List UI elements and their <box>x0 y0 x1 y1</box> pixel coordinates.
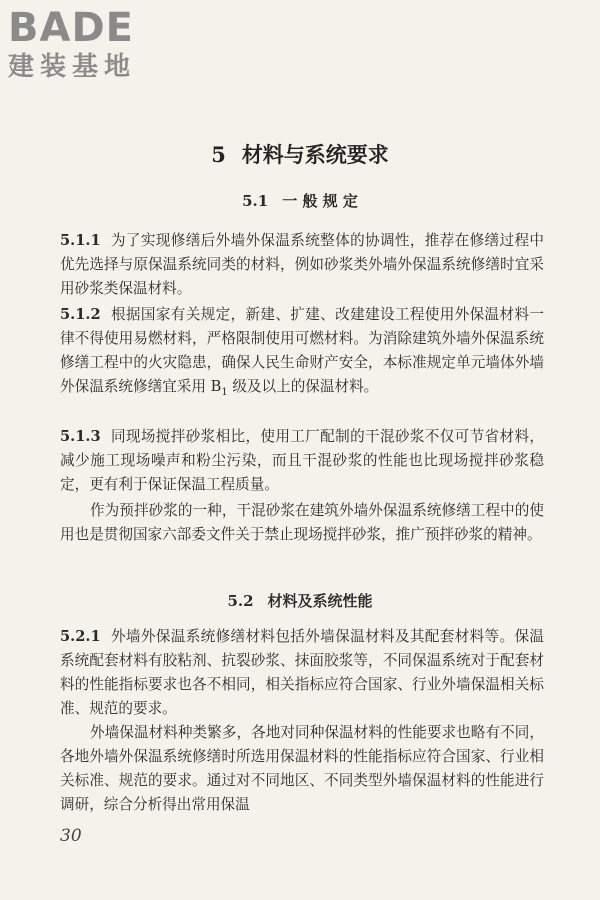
clause-5-1-1 <box>60 229 544 301</box>
section-heading-5-1 <box>0 190 600 212</box>
paragraph-text: 外墙保温材料种类繁多，各地对同种保温材料的性能要求也略有不同，各地外墙外保温系统修缮时所选用保温材料的性能指标应符合国家、行业相关标准、规范的要求。通过对不同地区、不同类型外墙保温材料的性能进行调研，综合分析得出常用保温 <box>60 724 544 813</box>
clause-number: 5.1.1 <box>60 232 101 249</box>
section-title: 材料及系统性能 <box>267 592 373 610</box>
page-number: 30 <box>60 826 82 846</box>
clause-text: 为了实现修缮后外墙外保温系统整体的协调性，推荐在修缮过程中优先选择与原保温系统同类的材料，例如砂浆类外墙外保温系统修缮时宜采用砂浆类保温材料。 <box>60 232 544 297</box>
clause-text: 根据国家有关规定，新建、扩建、改建建设工程使用外保温材料一律不得使用易燃材料，严格限制使用可燃材料。为消除建筑外墙外保温系统修缮工程中的火灾隐患，确保人民生命财产安全，本标准规定单元墙体外墙外保温系统修缮宜采用 B <box>60 306 544 395</box>
clause-5-1-3 <box>60 425 544 497</box>
section-title: 一 般 规 定 <box>282 192 358 210</box>
logo-subtitle: 建装基地 <box>8 52 137 82</box>
paragraph-5-2-1-continued <box>60 721 544 817</box>
section-heading-5-2 <box>0 590 600 612</box>
chapter-number: 5 <box>211 142 226 167</box>
paragraph-5-1-3-continued <box>60 499 544 547</box>
subscript: 1 <box>221 386 228 398</box>
clause-number: 5.2.1 <box>60 628 101 645</box>
chapter-title: 材料与系统要求 <box>241 142 389 167</box>
clause-text-cont: 级及以上的保温材料。 <box>227 378 379 395</box>
clause-5-1-2 <box>60 303 544 405</box>
clause-number: 5.1.2 <box>60 306 101 323</box>
logo-wordmark: BADE <box>8 5 134 51</box>
section-number: 5.1 <box>242 192 269 210</box>
watermark-logo <box>8 6 178 82</box>
clause-number: 5.1.3 <box>60 428 101 445</box>
clause-text: 外墙外保温系统修缮材料包括外墙保温材料及其配套材料等。保温系统配套材料有胶粘剂、抗裂砂浆、抹面胶浆等，不同保温系统对于配套材料的性能指标要求也各不相同，相关指标应符合国家、行业外墙保温相关标准、规范的要求。 <box>60 628 544 717</box>
clause-5-2-1 <box>60 625 544 721</box>
clause-text: 同现场搅拌砂浆相比，使用工厂配制的干混砂浆不仅可节省材料，减少施工现场噪声和粉尘污染，而且干混砂浆的性能也比现场搅拌砂浆稳定，更有利于保证保温工程质量。 <box>60 428 544 493</box>
chapter-heading <box>0 140 600 170</box>
section-number: 5.2 <box>227 592 254 610</box>
paragraph-text: 作为预拌砂浆的一种，干混砂浆在建筑外墙外保温系统修缮工程中的使用也是贯彻国家六部委文件关于禁止现场搅拌砂浆，推广预拌砂浆的精神。 <box>60 502 544 543</box>
